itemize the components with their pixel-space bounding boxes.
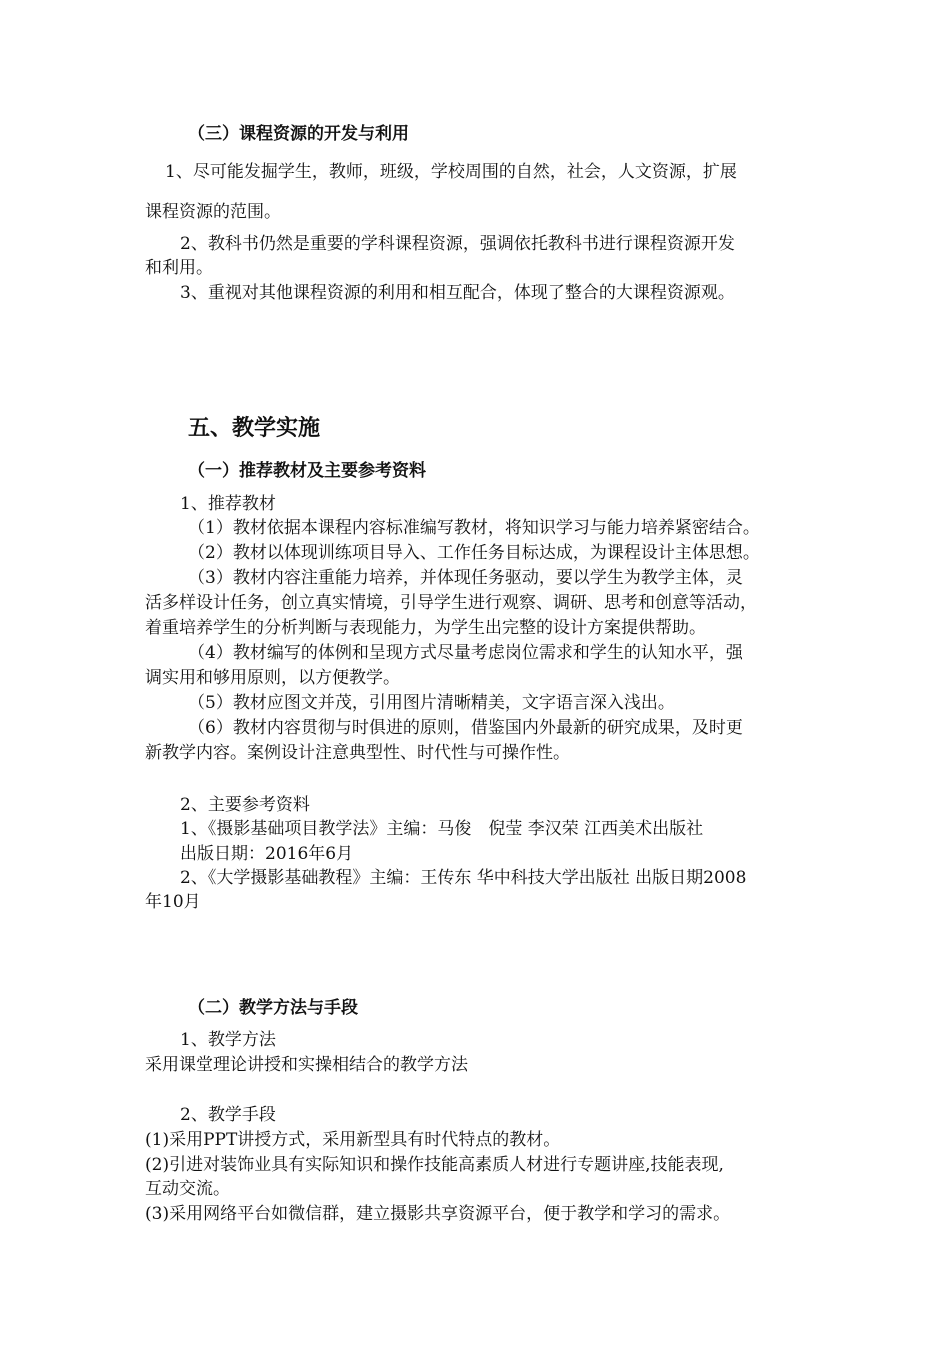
paragraph-line: 2、主要参考资料 xyxy=(180,795,310,815)
reference-item: 出版日期：2016年6月 xyxy=(180,844,354,864)
chapter-title: 五、教学实施 xyxy=(188,416,321,441)
paragraph-line: （3）教材内容注重能力培养，并体现任务驱动，要以学生为教学主体，灵 xyxy=(188,568,743,588)
paragraph-line: （4）教材编写的体例和呈现方式尽量考虑岗位需求和学生的认知水平，强 xyxy=(188,643,743,663)
paragraph-line: 采用课堂理论讲授和实操相结合的教学方法 xyxy=(145,1055,468,1075)
paragraph-line: 着重培养学生的分析判断与表现能力，为学生出完整的设计方案提供帮助。 xyxy=(145,618,706,638)
reference-item: 年10月 xyxy=(145,892,201,912)
reference-item: 2、《大学摄影基础教程》主编：王传东 华中科技大学出版社 出版日期2008 xyxy=(180,868,747,888)
list-item: 互动交流。 xyxy=(145,1179,230,1199)
section-heading-curriculum-resources: （三）课程资源的开发与利用 xyxy=(188,124,409,144)
paragraph-line: 2、教学手段 xyxy=(180,1105,276,1125)
paragraph-line: 调实用和够用原则，以方便教学。 xyxy=(145,668,400,688)
paragraph-line: 和利用。 xyxy=(145,258,213,278)
paragraph-line: 活多样设计任务，创立真实情境，引导学生进行观察、调研、思考和创意等活动， xyxy=(145,593,757,613)
paragraph-line: 新教学内容。案例设计注意典型性、时代性与可操作性。 xyxy=(145,743,570,763)
paragraph-line: 1、推荐教材 xyxy=(180,494,276,514)
list-item: (3)采用网络平台如微信群，建立摄影共享资源平台，便于教学和学习的需求。 xyxy=(145,1204,731,1224)
paragraph-line: 1、尽可能发掘学生，教师，班级，学校周围的自然，社会，人文资源，扩展 xyxy=(165,162,737,182)
reference-item: 1、《摄影基础项目教学法》主编：马俊 倪莹 李汉荣 江西美术出版社 xyxy=(180,819,704,839)
paragraph-line: （5）教材应图文并茂，引用图片清晰精美，文字语言深入浅出。 xyxy=(188,693,675,713)
paragraph-line: （6）教材内容贯彻与时俱进的原则，借鉴国内外最新的研究成果，及时更 xyxy=(188,718,743,738)
paragraph-line: 3、重视对其他课程资源的利用和相互配合，体现了整合的大课程资源观。 xyxy=(180,283,735,303)
list-item: (1)采用PPT讲授方式，采用新型具有时代特点的教材。 xyxy=(145,1130,561,1150)
list-item: (2)引进对装饰业具有实际知识和操作技能高素质人材进行专题讲座,技能表现, xyxy=(145,1155,724,1175)
paragraph-line: 课程资源的范围。 xyxy=(145,202,281,222)
section-heading-teaching-methods: （二）教学方法与手段 xyxy=(188,998,358,1018)
paragraph-line: （2）教材以体现训练项目导入、工作任务目标达成，为课程设计主体思想。 xyxy=(188,543,760,563)
paragraph-line: 1、教学方法 xyxy=(180,1030,276,1050)
paragraph-line: 2、教科书仍然是重要的学科课程资源，强调依托教科书进行课程资源开发 xyxy=(180,234,735,254)
paragraph-line: （1）教材依据本课程内容标准编写教材，将知识学习与能力培养紧密结合。 xyxy=(188,518,760,538)
section-heading-textbooks: （一）推荐教材及主要参考资料 xyxy=(188,461,426,481)
